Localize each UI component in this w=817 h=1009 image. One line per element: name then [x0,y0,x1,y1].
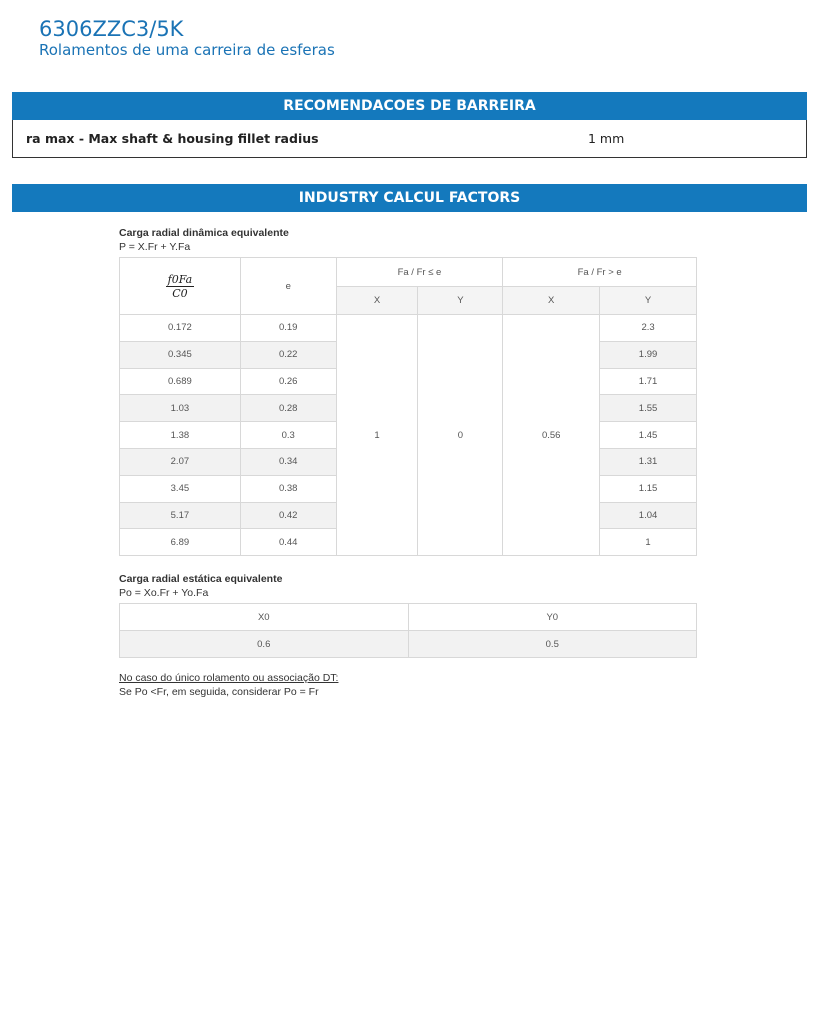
static-load-heading: Carga radial estática equivalente [119,573,283,586]
y2-cell: 1.71 [600,368,697,395]
recommendations-row [12,120,807,158]
e-cell: 0.38 [240,475,336,502]
ratio-denominator: C0 [172,286,188,300]
sub-header-x1: X [336,287,418,315]
product-title: 6306ZZC3/5K [39,17,184,41]
ratio-cell: 3.45 [120,475,241,502]
y0-value-cell: 0.5 [408,631,697,658]
e-cell: 0.28 [240,395,336,422]
y2-cell: 1.15 [600,475,697,502]
note-heading-text: No caso do único rolamento ou associação DT [119,672,336,685]
e-cell: 0.3 [240,422,336,449]
ratio-numerator: f0Fa [167,272,193,286]
calculation-factors-figure [119,226,699,699]
sub-header-x2: X [503,287,600,315]
y2-cell: 1.45 [600,422,697,449]
e-cell: 0.44 [240,529,336,556]
fillet-radius-value: 1 mm [588,131,625,146]
table-row [120,631,697,658]
y2-cell: 1 [600,529,697,556]
ratio-cell: 1.38 [120,422,241,449]
e-cell: 0.22 [240,341,336,368]
y2-cell: 1.04 [600,502,697,529]
y2-cell: 1.99 [600,341,697,368]
y0-column-header: Y0 [408,604,697,631]
static-load-formula: Po = Xo.Fr + Yo.Fa [119,587,209,600]
dynamic-factors-table [119,257,697,556]
fillet-radius-label: ra max - Max shaft & housing fillet radius [26,131,319,146]
recommendations-section-header: RECOMENDACOES DE BARREIRA [12,92,807,120]
x0-column-header: X0 [120,604,409,631]
e-cell: 0.42 [240,502,336,529]
note-text: Se Po <Fr, em seguida, considerar Po = Fr [119,686,319,699]
ratio-column-header [120,258,241,315]
note-heading-colon: : [335,672,339,685]
static-factors-table [119,603,697,658]
ratio-cell: 5.17 [120,502,241,529]
y2-cell: 1.55 [600,395,697,422]
x2-merged-cell: 0.56 [503,315,600,556]
dynamic-load-formula: P = X.Fr + Y.Fa [119,241,191,253]
ratio-fraction [166,273,195,300]
ratio-cell: 2.07 [120,448,241,475]
y1-merged-cell: 0 [418,315,503,556]
industry-factors-section-header: INDUSTRY CALCUL FACTORS [12,184,807,212]
x0-value-cell: 0.6 [120,631,409,658]
ratio-cell: 6.89 [120,529,241,556]
product-subtitle: Rolamentos de uma carreira de esferas [39,41,335,59]
ratio-cell: 1.03 [120,395,241,422]
note-heading [119,671,699,685]
table-row [120,315,697,342]
e-cell: 0.26 [240,368,336,395]
sub-header-y1: Y [418,287,503,315]
ratio-cell: 0.345 [120,341,241,368]
e-cell: 0.19 [240,315,336,342]
ratio-cell: 0.172 [120,315,241,342]
y2-cell: 1.31 [600,448,697,475]
e-column-header: e [240,258,336,315]
y2-cell: 2.3 [600,315,697,342]
e-cell: 0.34 [240,448,336,475]
x1-merged-cell: 1 [336,315,418,556]
group-header-le: Fa / Fr ≤ e [336,258,503,287]
ratio-cell: 0.689 [120,368,241,395]
dynamic-load-heading: Carga radial dinâmica equivalente [119,227,289,239]
group-header-gt: Fa / Fr > e [503,258,697,287]
sub-header-y2: Y [600,287,697,315]
